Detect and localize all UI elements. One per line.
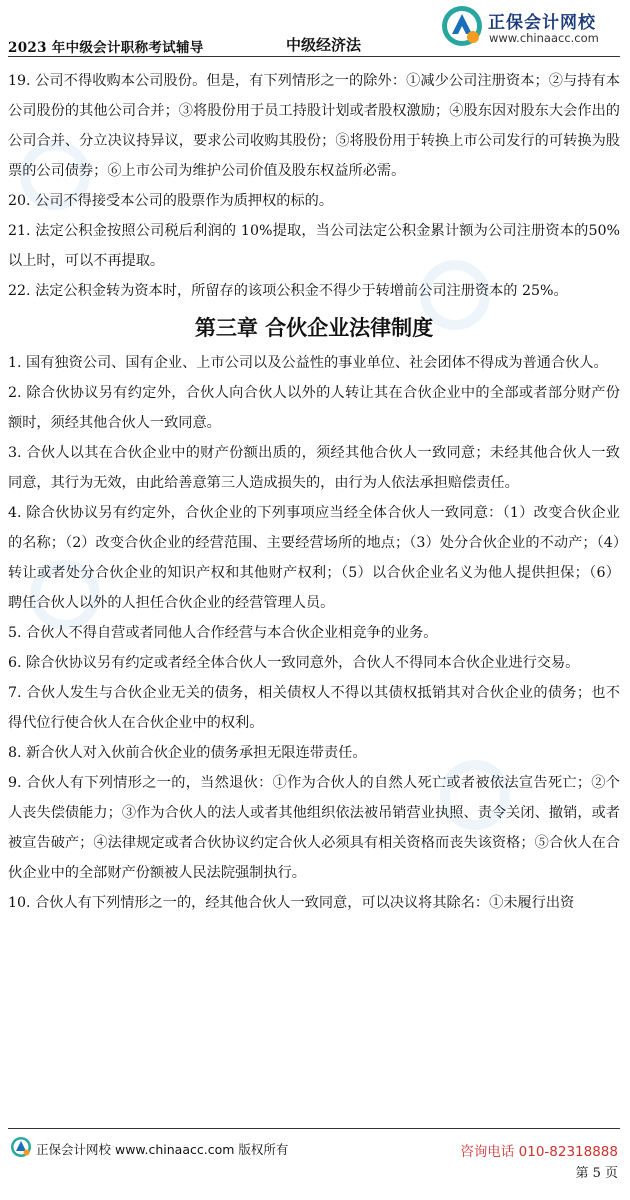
paragraph: 19. 公司不得收购本公司股份。但是，有下列情形之一的除外：①减少公司注册资本；②与持有本公司股份的其他公司合并；③将股份用于员工持股计划或者股权激励；④股东因对股东大会作出的公司合并、分立决议持异议，要求公司收购其股份；⑤将股份用于转换上市公司发行的可转换为股票的公司债券；⑥上市公司为维护公司价值及股东权益所必需。 (8, 73, 620, 179)
footer-logo-icon (10, 1136, 32, 1158)
section-partnership-law (8, 348, 620, 918)
paragraph: 9. 合伙人有下列情形之一的，当然退伙：①作为合伙人的自然人死亡或者被依法宣告死亡；②个人丧失偿债能力；③作为合伙人的法人或者其他组织依法被吊销营业执照、责令关闭、撤销，或者被宣告破产；④法律规定或者合伙协议约定合伙人必须具有相关资格而丧失该资格；⑤合伙人在合伙企业中的全部财产份额被人民法院强制执行。 (8, 775, 620, 881)
paragraph: 5. 合伙人不得自营或者同他人合作经营与本合伙企业相竞争的业务。 (8, 625, 438, 641)
page-footer (0, 1124, 630, 1200)
logo-mark-icon (440, 4, 484, 48)
footer-divider (8, 1128, 620, 1129)
page-number: 第 5 页 (575, 1166, 618, 1181)
paragraph: 3. 合伙人以其在合伙企业中的财产份额出质的，须经其他合伙人一致同意；未经其他合伙人一致同意，其行为无效，由此给善意第三人造成损失的，由行为人依法承担赔偿责任。 (8, 445, 620, 491)
paragraph: 10. 合伙人有下列情形之一的，经其他合伙人一致同意，可以决议将其除名：①未履行出资 (8, 895, 575, 911)
paragraph: 4. 除合伙协议另有约定外，合伙企业的下列事项应当经全体合伙人一致同意：（1）改变合伙企业的名称；（2）改变合伙企业的经营范围、主要经营场所的地点；（3）处分合伙企业的不动产；（4）转让或者处分合伙企业的知识产权和其他财产权利；（5）以合伙企业名义为他人提供担保；（6）聘任合伙人以外的人担任合伙企业的经营管理人员。 (8, 505, 620, 611)
paragraph: 1. 国有独资公司、国有企业、上市公司以及公益性的事业单位、社会团体不得成为普通合伙人。 (8, 355, 608, 371)
section-company-law (8, 66, 620, 306)
paragraph: 8. 新合伙人对入伙前合伙企业的债务承担无限连带责任。 (8, 745, 367, 761)
header-divider (8, 56, 620, 57)
paragraph: 7. 合伙人发生与合伙企业无关的债务，相关债权人不得以其债权抵销其对合伙企业的债务；也不得代位行使合伙人在合伙企业中的权利。 (8, 685, 620, 731)
copyright-text: 正保会计网校 www.chinaacc.com 版权所有 (36, 1142, 289, 1157)
paragraph: 6. 除合伙协议另有约定或者经全体合伙人一致同意外，合伙人不得同本合伙企业进行交易。 (8, 655, 580, 671)
document-title: 2023 年中级会计职称考试辅导 (8, 40, 204, 56)
logo-url: www.chinaacc.com (489, 31, 599, 45)
subject-title: 中级经济法 (286, 36, 362, 54)
paragraph: 22. 法定公积金转为资本时，所留存的该项公积金不得少于转增前公司注册资本的 25%。 (8, 283, 568, 299)
paragraph: 2. 除合伙协议另有约定外，合伙人向合伙人以外的人转让其在合伙企业中的全部或者部分财产份额时，须经其他合伙人一致同意。 (8, 385, 620, 431)
chapter-heading: 第三章 合伙企业法律制度 (194, 316, 434, 340)
consult-phone: 咨询电话 010-82318888 (460, 1144, 618, 1160)
chinaacc-logo (440, 4, 620, 50)
paragraph: 20. 公司不得接受本公司的股票作为质押权的标的。 (8, 193, 334, 209)
logo-name: 正保会计网校 (488, 13, 596, 33)
page-header (0, 0, 630, 62)
paragraph: 21. 法定公积金按照公司税后利润的 10%提取，当公司法定公积金累计额为公司注册资本的50%以上时，可以不再提取。 (8, 223, 620, 269)
document-body (8, 66, 620, 918)
